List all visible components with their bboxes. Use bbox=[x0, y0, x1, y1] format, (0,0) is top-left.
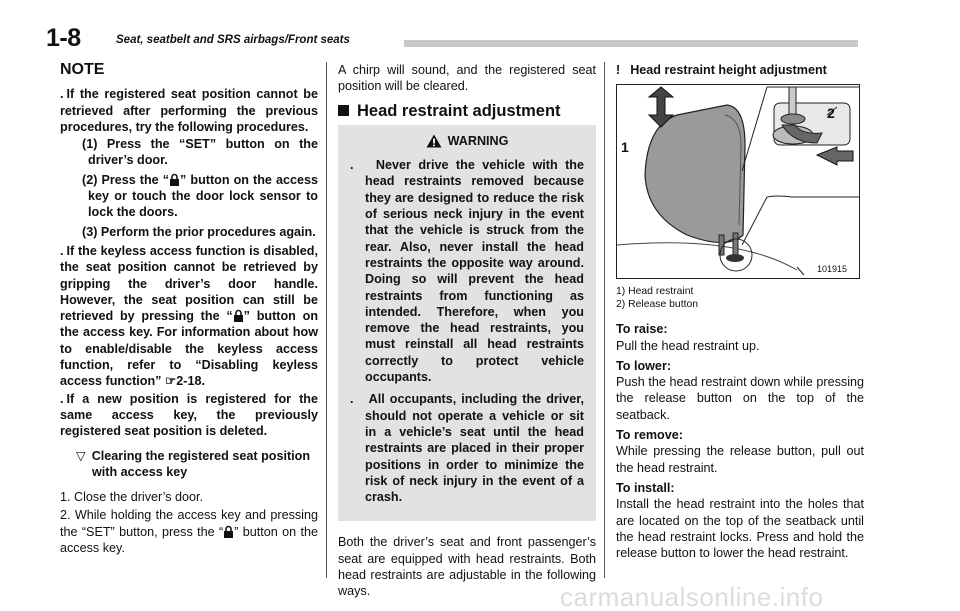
sub-heading-height: ! Head restraint height adjustment bbox=[616, 63, 827, 77]
install-label: To install: bbox=[616, 480, 675, 495]
warning-box bbox=[338, 125, 596, 522]
lower-text: Push the head restraint down while pressing the release button on the top of the seatback. bbox=[616, 375, 864, 422]
intro-text: A chirp will sound, and the registered seat position will be cleared. bbox=[338, 63, 596, 94]
note-bullet-1: . If the registered seat position cannot be retrieved after performing the previous procedures, try the following procedures. bbox=[60, 87, 318, 134]
exclamation-icon: ! bbox=[616, 63, 621, 77]
caption-item: 2) Release button bbox=[616, 299, 699, 311]
step-2: 2. While holding the access key and pressing the “SET” button, press the “ ” button on the access key. bbox=[60, 508, 318, 556]
install-text: Install the head restraint into the holes that are located on the top of the seatback until the head restraint locks. Press and hold the release button to lower the head restraint. bbox=[616, 497, 864, 561]
figure-label-2: 2 bbox=[827, 105, 835, 122]
note-sub-3: (3) Perform the prior procedures again. bbox=[82, 224, 316, 239]
warning-item: . All occupants, including the driver, should not operate a vehicle or sit in a vehicle’s seat until the head restraints are placed in their proper positions in order to minimize the risk of neck injury in the event of a crash. bbox=[350, 392, 585, 505]
watermark: carmanualsonline.info bbox=[560, 582, 824, 611]
remove-label: To remove: bbox=[616, 428, 683, 443]
column-divider-2 bbox=[604, 62, 605, 578]
lower-label: To lower: bbox=[616, 358, 672, 373]
page-header bbox=[46, 24, 858, 50]
page-number: 1-8 bbox=[46, 24, 81, 52]
header-rule bbox=[404, 40, 858, 47]
column-3 bbox=[616, 62, 864, 565]
lock-icon bbox=[223, 525, 234, 538]
lock-icon bbox=[169, 173, 180, 186]
section-title: Head restraint adjustment bbox=[338, 103, 596, 119]
square-bullet-icon bbox=[338, 105, 349, 116]
body-text: Both the driver’s seat and front passenger’s seat are equipped with head restraints. Both head restraints are adjustable in the following ways. bbox=[338, 535, 596, 599]
raise-text: Pull the head restraint up. bbox=[616, 338, 760, 353]
note-bullet-3: . If a new position is registered for the same access key, the previously registered seat position is deleted. bbox=[60, 391, 318, 439]
raise-label: To raise: bbox=[616, 322, 668, 337]
head-restraint-illustration bbox=[617, 85, 860, 279]
note-title: NOTE bbox=[60, 61, 105, 78]
step-1: 1. Close the driver’s door. bbox=[60, 490, 204, 505]
remove-text: While pressing the release button, pull out the head restraint. bbox=[616, 444, 864, 475]
head-restraint-figure bbox=[616, 84, 860, 279]
warning-triangle-icon bbox=[426, 134, 442, 148]
warning-title: WARNING bbox=[350, 133, 584, 149]
column-divider-1 bbox=[326, 62, 327, 578]
note-sub-2: (2) Press the “ ” button on the access key or touch the door lock sensor to lock the doors. bbox=[82, 172, 318, 220]
figure-caption bbox=[616, 285, 864, 311]
warning-item: . Never drive the vehicle with the head restraints removed because they are designed to reduce the risk of serious neck injury in the event that the vehicle is struck from the rear. Also, never install the head restraints the opposite way around. Doing so will prevent the head restraints from functioning as intended. Therefore, when you remove the head restraints, you must reinstall all head restraints correctly to protect vehicle occupants. bbox=[350, 158, 584, 385]
figure-code: 101915 bbox=[817, 264, 848, 275]
figure-label-1: 1 bbox=[621, 139, 629, 156]
chapter-title: Seat, seatbelt and SRS airbags/Front seats bbox=[116, 34, 350, 46]
sub-heading-clearing: ▽ Clearing the registered seat position with access key bbox=[76, 448, 311, 479]
column-2 bbox=[338, 62, 596, 604]
note-sub-1: (1) Press the “SET” button on the driver’s door. bbox=[82, 137, 318, 168]
lock-icon bbox=[233, 309, 244, 322]
triangle-down-icon: ▽ bbox=[76, 448, 86, 463]
caption-item: 1) Head restraint bbox=[616, 286, 694, 298]
column-1 bbox=[60, 62, 318, 558]
note-bullet-2: . If the keyless access function is disabled, the seat position cannot be retrieved by gripping the driver’s door handle. However, the seat position can still be retrieved by pressing the “ ” button on the access key. For information about how to enable/disable the keyless access function, refer to “Disabling keyless access function” ☞2-18. bbox=[60, 243, 319, 389]
